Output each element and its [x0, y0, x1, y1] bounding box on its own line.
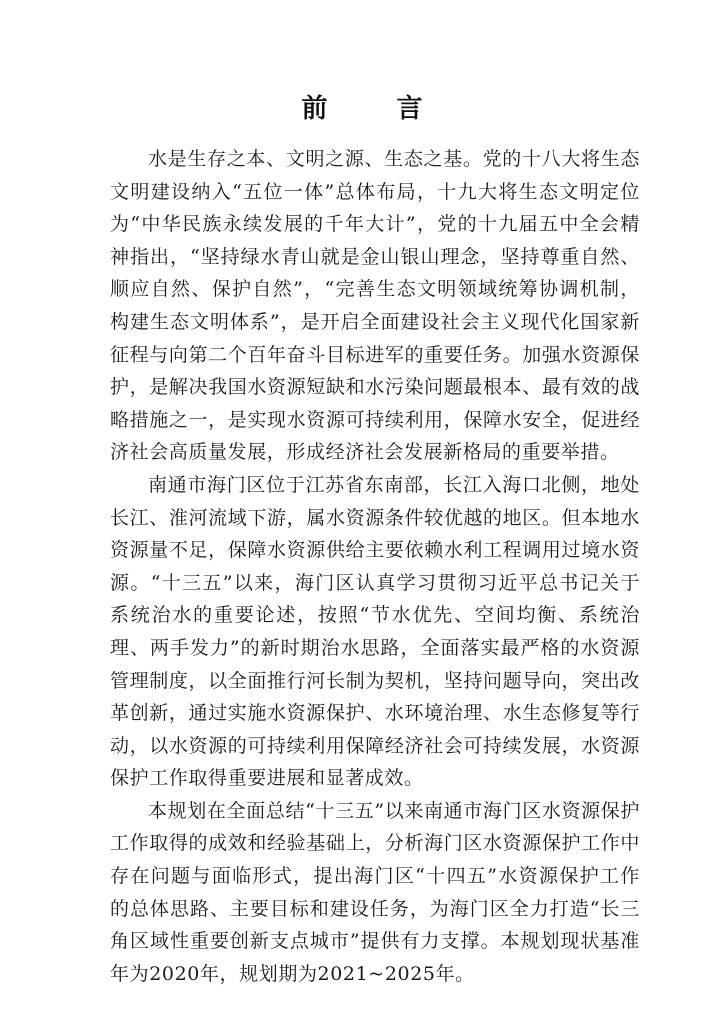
page-title: 前 言 — [301, 94, 453, 124]
paragraph-2: 南通市海门区位于江苏省东南部，长江入海口北侧，地处长江、淮河流域下游，属水资源条件较优越的地区。但本地水资源量不足，保障水资源供给主要依赖水利工程调用过境水资源。“十三五”以来，海门区认真学习贯彻习近平总书记关于系统治水的重要论述，按照“节水优先、空间均衡、系统治理、两手发力”的新时期治水思路，全面落实最严格的水资源管理制度，以全面推行河长制为契机，坚持问题导向，突出改革创新，通过实施水资源保护、水环境治理、水生态修复等行动，以水资源的可持续利用保障经济社会可持续发展，水资源保护工作取得重要进展和显著成效。 — [110, 473, 640, 790]
paragraph-1: 水是生存之本、文明之源、生态之基。党的十八大将生态文明建设纳入“五位一体”总体布局，十九大将生态文明定位为“中华民族永续发展的千年大计”，党的十九届五中全会精神指出，“坚持绿水青山就是金山银山理念，坚持尊重自然、顺应自然、保护自然”，“完善生态文明领域统筹协调机制，构建生态文明体系”，是开启全面建设社会主义现代化国家新征程与向第二个百年奋斗目标进军的重要任务。加强水资源保护，是解决我国水资源短缺和水污染问题最根本、最有效的战略措施之一，是实现水资源可持续利用，保障水安全，促进经济社会高质量发展，形成经济社会发展新格局的重要举措。 — [110, 148, 640, 464]
paragraph-3: 本规划在全面总结“十三五”以来南通市海门区水资源保护工作取得的成效和经验基础上，分析海门区水资源保护工作中存在问题与面临形式，提出海门区“十四五”水资源保护工作的总体思路、主要目标和建设任务，为海门区全力打造“长三角区域性重要创新支点城市”提供有力支撑。本规划现状基准年为2020年，规划期为2021~2025年。 — [110, 799, 640, 985]
document-body — [110, 143, 640, 990]
